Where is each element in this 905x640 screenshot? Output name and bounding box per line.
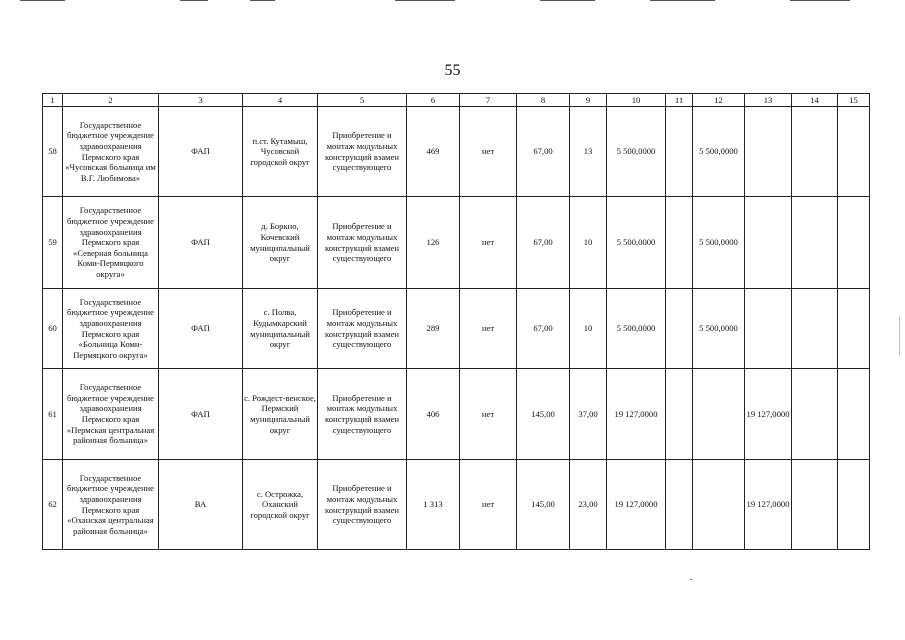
column-header: 10 — [607, 94, 666, 107]
cost: 5 500,0000 — [607, 107, 666, 197]
cost: 5 500,0000 — [607, 289, 666, 369]
row-number: 58 — [43, 107, 63, 197]
cost: 5 500,0000 — [607, 197, 666, 289]
population: 126 — [407, 197, 460, 289]
staff: 37,00 — [570, 369, 607, 460]
staff: 23,00 — [570, 460, 607, 550]
row-number: 61 — [43, 369, 63, 460]
area: 145,00 — [517, 460, 570, 550]
work-description: Приобретение и монтаж модульных конструкций взамен существующего — [318, 197, 407, 289]
col12-value — [693, 369, 745, 460]
column-header: 11 — [666, 94, 693, 107]
row-number: 59 — [43, 197, 63, 289]
existing-building: нет — [460, 289, 517, 369]
col12-value: 5 500,0000 — [693, 107, 745, 197]
column-header: 13 — [745, 94, 792, 107]
top-scan-rule — [0, 0, 905, 2]
work-description: Приобретение и монтаж модульных конструкций взамен существующего — [318, 289, 407, 369]
column-header: 4 — [243, 94, 318, 107]
cost: 19 127,0000 — [607, 369, 666, 460]
column-header: 5 — [318, 94, 407, 107]
location: с. Острожка, Оханский городской округ — [243, 460, 318, 550]
col13-value: 19 127,0000 — [745, 460, 792, 550]
work-description: Приобретение и монтаж модульных конструкций взамен существующего — [318, 369, 407, 460]
col13-value — [745, 197, 792, 289]
table-row — [43, 107, 870, 197]
row-number: 60 — [43, 289, 63, 369]
work-description: Приобретение и монтаж модульных конструкций взамен существующего — [318, 107, 407, 197]
col11-value — [666, 460, 693, 550]
col11-value — [666, 107, 693, 197]
location: с. Рождест-венское, Пермский муниципальный округ — [243, 369, 318, 460]
col15-value — [838, 460, 870, 550]
area: 67,00 — [517, 289, 570, 369]
column-header: 15 — [838, 94, 870, 107]
institution-name: Государственное бюджетное учреждение здравоохранения Пермского края «Оханская центральная районная больница» — [63, 460, 159, 550]
institution-name: Государственное бюджетное учреждение здравоохранения Пермского края «Больница Коми-Пермяцкого округа» — [63, 289, 159, 369]
scan-edge-mark — [899, 316, 900, 356]
column-header: 2 — [63, 94, 159, 107]
location: д. Боркно, Кочевский муниципальный округ — [243, 197, 318, 289]
table-row — [43, 197, 870, 289]
col12-value: 5 500,0000 — [693, 289, 745, 369]
column-header: 14 — [792, 94, 838, 107]
existing-building: нет — [460, 107, 517, 197]
col12-value: 5 500,0000 — [693, 197, 745, 289]
table-row — [43, 289, 870, 369]
column-header: 6 — [407, 94, 460, 107]
column-header: 9 — [570, 94, 607, 107]
staff: 10 — [570, 197, 607, 289]
col13-value: 19 127,0000 — [745, 369, 792, 460]
header-row — [43, 94, 870, 107]
row-number: 62 — [43, 460, 63, 550]
table-row — [43, 369, 870, 460]
facility-type: ВА — [159, 460, 243, 550]
institution-name: Государственное бюджетное учреждение здравоохранения Пермского края «Северная больница Коми-Пермяцкого округа» — [63, 197, 159, 289]
table-row — [43, 460, 870, 550]
col14-value — [792, 460, 838, 550]
col11-value — [666, 197, 693, 289]
facility-type: ФАП — [159, 197, 243, 289]
col15-value — [838, 289, 870, 369]
col15-value — [838, 197, 870, 289]
existing-building: нет — [460, 460, 517, 550]
column-header: 12 — [693, 94, 745, 107]
location: с. Полва, Кудымкарский муниципальный округ — [243, 289, 318, 369]
col13-value — [745, 289, 792, 369]
area: 145,00 — [517, 369, 570, 460]
staff: 13 — [570, 107, 607, 197]
staff: 10 — [570, 289, 607, 369]
col14-value — [792, 197, 838, 289]
col14-value — [792, 369, 838, 460]
col12-value — [693, 460, 745, 550]
area: 67,00 — [517, 197, 570, 289]
population: 1 313 — [407, 460, 460, 550]
col11-value — [666, 289, 693, 369]
facility-type: ФАП — [159, 107, 243, 197]
col13-value — [745, 107, 792, 197]
population: 469 — [407, 107, 460, 197]
existing-building: нет — [460, 197, 517, 289]
col15-value — [838, 369, 870, 460]
column-header: 7 — [460, 94, 517, 107]
col14-value — [792, 289, 838, 369]
column-header: 8 — [517, 94, 570, 107]
col14-value — [792, 107, 838, 197]
area: 67,00 — [517, 107, 570, 197]
work-description: Приобретение и монтаж модульных конструкций взамен существующего — [318, 460, 407, 550]
institution-name: Государственное бюджетное учреждение здравоохранения Пермского края «Чусовская больница им В.Г. Любимова» — [63, 107, 159, 197]
institution-name: Государственное бюджетное учреждение здравоохранения Пермского края «Пермская центральная районная больница» — [63, 369, 159, 460]
col11-value — [666, 369, 693, 460]
col15-value — [838, 107, 870, 197]
column-header: 3 — [159, 94, 243, 107]
cost: 19 127,0000 — [607, 460, 666, 550]
data-table — [42, 93, 870, 550]
location: п.ст. Кутамыш, Чусовской городской округ — [243, 107, 318, 197]
column-header: 1 — [43, 94, 63, 107]
existing-building: нет — [460, 369, 517, 460]
population: 406 — [407, 369, 460, 460]
facility-type: ФАП — [159, 289, 243, 369]
scan-speck — [690, 579, 692, 580]
population: 289 — [407, 289, 460, 369]
page-number: 55 — [444, 62, 461, 79]
facility-type: ФАП — [159, 369, 243, 460]
